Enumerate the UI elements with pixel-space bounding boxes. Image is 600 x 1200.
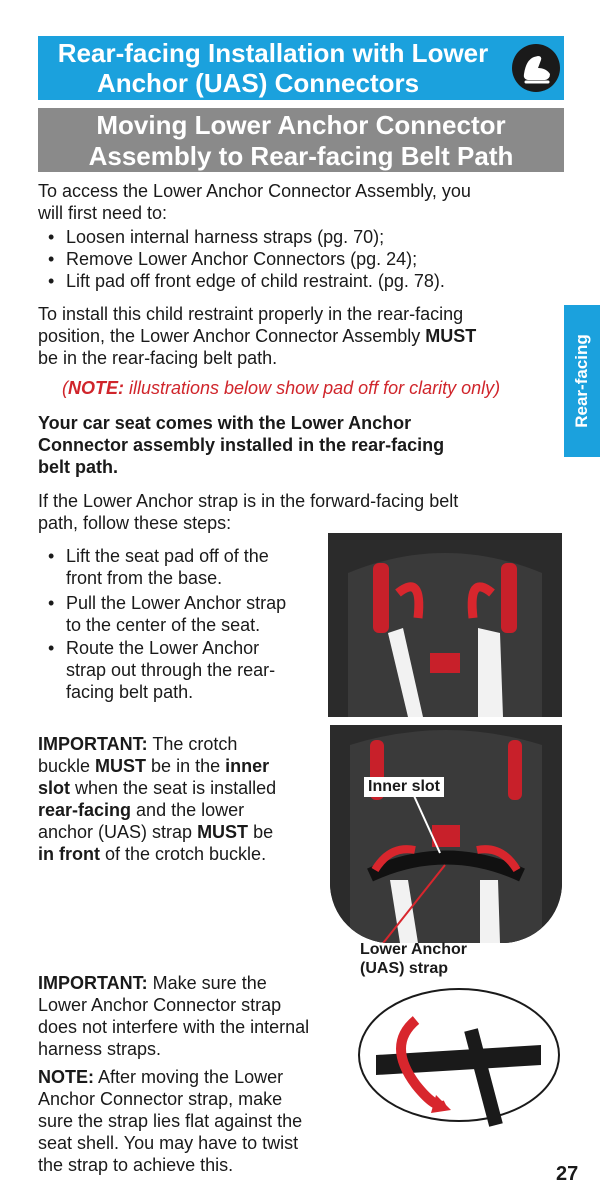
list-item: • Loosen internal harness straps (pg. 70); (48, 226, 384, 248)
intro-line1: To access the Lower Anchor Connector Assembly, you (38, 181, 471, 201)
bold-para-line3: belt path. (38, 457, 118, 477)
install-line1: To install this child restraint properly in the rear-facing (38, 304, 464, 324)
intro-line2: will first need to: (38, 203, 168, 223)
side-tab-label: Rear-facing (572, 334, 591, 428)
section-banner (38, 108, 564, 172)
note2-line2: Anchor Connector strap, make (38, 1089, 283, 1109)
chapter-banner (38, 36, 564, 100)
page-number: 27 (556, 1163, 579, 1185)
steps-intro-line2: path, follow these steps: (38, 513, 232, 533)
callout-inner-slot: Inner slot (364, 777, 444, 797)
note2-line4: seat shell. You may have to twist (38, 1133, 299, 1153)
chapter-title-line1: Rear-facing Installation with Lower (57, 38, 489, 68)
note2-line1: NOTE: After moving the Lower (38, 1067, 284, 1087)
list-item: • Lift pad off front edge of child restraint. (pg. 78). (48, 270, 445, 292)
illustration-step-2 (330, 725, 562, 943)
car-seat-icon (512, 44, 560, 92)
important1-line1: IMPORTANT: The crotch (38, 734, 238, 754)
important2-line1: IMPORTANT: Make sure the (38, 973, 267, 993)
important2-line2: Lower Anchor Connector strap (38, 995, 282, 1015)
important1-line2: buckle MUST be in the inner (38, 756, 270, 776)
note2-line5: the strap to achieve this. (38, 1155, 234, 1175)
install-line2: position, the Lower Anchor Connector Assembly MUST (38, 326, 477, 346)
important1-line6: in front of the crotch buckle. (38, 844, 267, 864)
list-item: • Pull the Lower Anchor strap to the center of the seat. (48, 592, 286, 636)
note2-line3: sure the strap lies flat against the (38, 1111, 303, 1131)
list-item: • Remove Lower Anchor Connectors (pg. 24); (48, 248, 417, 270)
important1-line5: anchor (UAS) strap MUST be (38, 822, 274, 842)
bold-para-line2: Connector assembly installed in the rear-facing (38, 435, 445, 455)
list-item: • Route the Lower Anchor strap out through the rear- facing belt path. (48, 637, 275, 703)
list-item: • Lift the seat pad off of the front from the base. (48, 545, 269, 589)
illustration-note: (NOTE: illustrations below show pad off for clarity only) (62, 378, 501, 398)
illustration-strap-twist (356, 985, 562, 1145)
section-title-line2: Assembly to Rear-facing Belt Path (88, 141, 514, 171)
chapter-title-line2: Anchor (UAS) Connectors (96, 68, 420, 98)
steps-intro-line1: If the Lower Anchor strap is in the forward-facing belt (38, 491, 459, 511)
important1-line3: slot when the seat is installed (38, 778, 277, 798)
install-line3: be in the rear-facing belt path. (38, 348, 278, 368)
important2-line3: does not interfere with the internal (38, 1017, 310, 1037)
callout-lower-anchor: Lower Anchor (UAS) strap (360, 941, 467, 977)
side-tab (564, 305, 600, 457)
important2-line4: harness straps. (38, 1039, 162, 1059)
bold-para-line1: Your car seat comes with the Lower Anchor (38, 413, 412, 433)
section-title-line1: Moving Lower Anchor Connector (96, 110, 506, 140)
illustration-step-1 (328, 533, 562, 717)
important1-line4: rear-facing and the lower (38, 800, 245, 820)
